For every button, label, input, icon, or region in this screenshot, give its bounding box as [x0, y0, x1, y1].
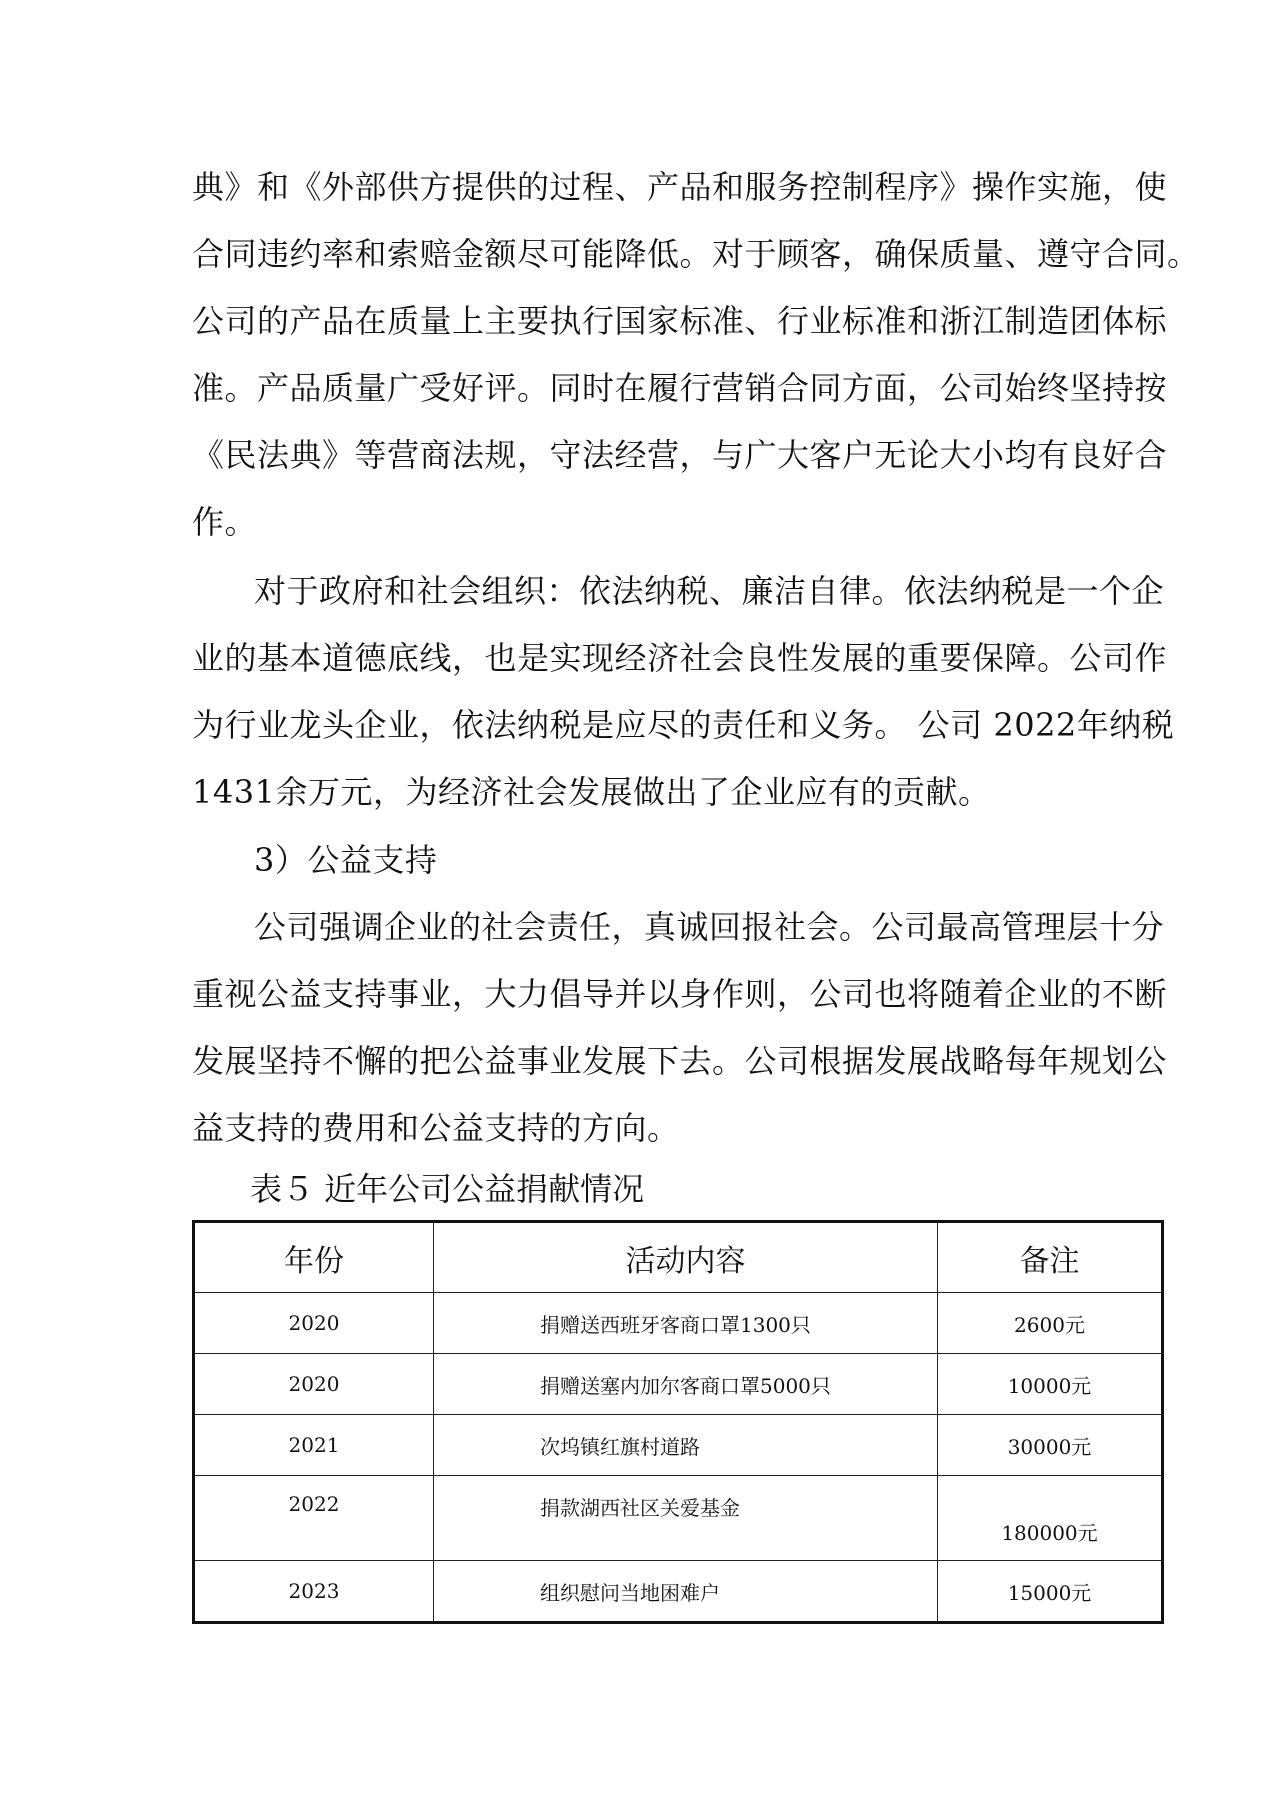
cell-activity: 捐赠送塞内加尔客商口罩5000只 [434, 1354, 938, 1415]
cell-note: 30000元 [938, 1415, 1163, 1476]
cell-year: 2022 [194, 1476, 434, 1561]
cell-activity: 次坞镇红旗村道路 [434, 1415, 938, 1476]
paragraph-3-line-2: 重视公益支持事业，大力倡导并以身作则，公司也将随着企业的不断 [192, 975, 1168, 1013]
cell-year: 2023 [194, 1561, 434, 1623]
table-row [194, 1561, 1163, 1623]
cell-note: 2600元 [938, 1293, 1163, 1354]
cell-activity: 捐赠送西班牙客商口罩1300只 [434, 1293, 938, 1354]
paragraph-2-line-4: 1431余万元，为经济社会发展做出了企业应有的贡献。 [192, 773, 991, 811]
cell-note: 15000元 [938, 1561, 1163, 1623]
paragraph-3-line-1: 公司强调企业的社会责任，真诚回报社会。公司最高管理层十分 [254, 908, 1165, 946]
paragraph-1-line-1: 典》和《外部供方提供的过程、产品和服务控制程序》操作实施，使 [192, 168, 1168, 206]
cell-note: 180000元 [938, 1476, 1163, 1561]
cell-year: 2021 [194, 1415, 434, 1476]
cell-year: 2020 [194, 1293, 434, 1354]
cell-year: 2020 [194, 1354, 434, 1415]
header-year: 年份 [194, 1222, 434, 1293]
table-caption: 表５ 近年公司公益捐献情况 [250, 1170, 645, 1208]
table-row [194, 1415, 1163, 1476]
header-activity: 活动内容 [434, 1222, 938, 1293]
paragraph-1-line-3: 公司的产品在质量上主要执行国家标准、行业标准和浙江制造团体标 [192, 302, 1168, 340]
paragraph-1-line-6: 作。 [192, 503, 258, 541]
paragraph-2-line-3: 为行业龙头企业，依法纳税是应尽的责任和义务。 公司 2022年纳税 [192, 706, 1175, 744]
paragraph-3-line-4: 益支持的费用和公益支持的方向。 [192, 1109, 680, 1147]
donations-table [192, 1220, 1164, 1624]
table-row [194, 1293, 1163, 1354]
table-row [194, 1476, 1163, 1561]
header-note: 备注 [938, 1222, 1163, 1293]
paragraph-2-line-2: 业的基本道德底线，也是实现经济社会良性发展的重要保障。公司作 [192, 639, 1168, 677]
cell-note: 10000元 [938, 1354, 1163, 1415]
paragraph-1-line-2: 合同违约率和索赔金额尽可能降低。对于顾客，确保质量、遵守合同。 [192, 235, 1200, 273]
paragraph-1-line-5: 《民法典》等营商法规，守法经营，与广大客户无论大小均有良好合 [192, 436, 1168, 474]
paragraph-2-line-1: 对于政府和社会组织：依法纳税、廉洁自律。依法纳税是一个企 [254, 572, 1165, 610]
paragraph-3-line-3: 发展坚持不懈的把公益事业发展下去。公司根据发展战略每年规划公 [192, 1042, 1168, 1080]
section-heading: 3）公益支持 [254, 841, 438, 879]
cell-activity: 组织慰问当地困难户 [434, 1561, 938, 1623]
cell-activity: 捐款湖西社区关爱基金 [434, 1476, 938, 1561]
paragraph-1-line-4: 准。产品质量广受好评。同时在履行营销合同方面，公司始终坚持按 [192, 369, 1168, 407]
table-header-row [194, 1222, 1163, 1293]
table-row [194, 1354, 1163, 1415]
